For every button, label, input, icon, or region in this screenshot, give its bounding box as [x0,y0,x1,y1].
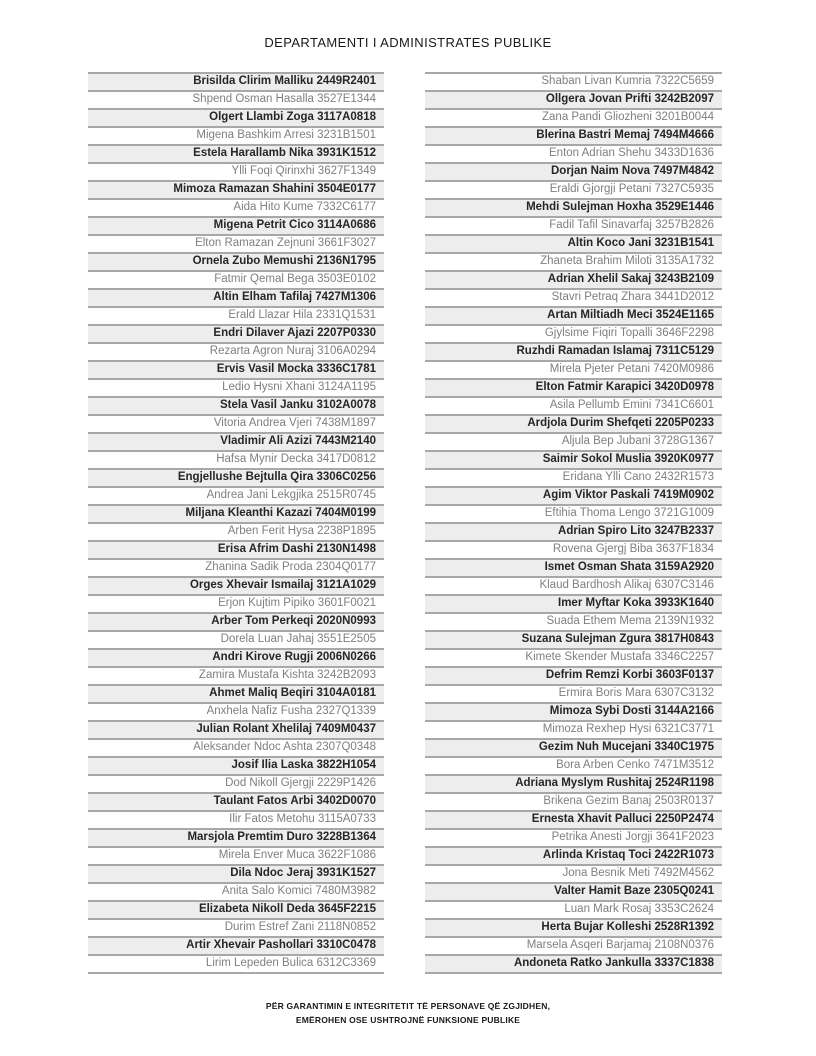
person-row [88,217,384,235]
person-entry: Vitoria Andrea Vjeri 7438M1897 [88,415,384,433]
person-entry: Suada Ethem Mema 2139N1932 [425,613,722,631]
person-entry: Bora Arben Cenko 7471M3512 [425,757,722,775]
person-entry: Rovena Gjergj Biba 3637F1834 [425,541,722,559]
person-row [425,181,722,199]
person-row [425,847,722,865]
person-row [88,955,384,973]
person-row [88,739,384,757]
person-row [88,163,384,181]
person-row [425,757,722,775]
person-entry: Zhaneta Brahim Miloti 3135A1732 [425,253,722,271]
person-entry: Arben Ferit Hysa 2238P1895 [88,523,384,541]
person-row [88,181,384,199]
person-row [425,109,722,127]
name-list-columns [88,72,722,974]
person-entry: Gezim Nuh Mucejani 3340C1975 [425,739,722,757]
person-row [88,73,384,91]
person-row [425,469,722,487]
person-row [88,667,384,685]
person-entry: Erjon Kujtim Pipiko 3601F0021 [88,595,384,613]
person-row [88,577,384,595]
person-row [88,253,384,271]
person-row [88,721,384,739]
person-entry: Dorela Luan Jahaj 3551E2505 [88,631,384,649]
person-row [425,217,722,235]
name-table-left [88,72,384,974]
person-row [88,433,384,451]
person-row [425,289,722,307]
person-entry: Marsela Asqeri Barjamaj 2108N0376 [425,937,722,955]
person-entry: Stela Vasil Janku 3102A0078 [88,397,384,415]
person-row [88,559,384,577]
person-row [425,685,722,703]
person-entry: Engjellushe Bejtulla Qira 3306C0256 [88,469,384,487]
person-entry: Luan Mark Rosaj 3353C2624 [425,901,722,919]
person-entry: Fatmir Qemal Bega 3503E0102 [88,271,384,289]
person-entry: Elizabeta Nikoll Deda 3645F2215 [88,901,384,919]
person-entry: Arlinda Kristaq Toci 2422R1073 [425,847,722,865]
person-row [425,649,722,667]
person-row [88,505,384,523]
person-entry: Mehdi Sulejman Hoxha 3529E1446 [425,199,722,217]
person-row [88,901,384,919]
person-entry: Endri Dilaver Ajazi 2207P0330 [88,325,384,343]
person-row [425,163,722,181]
person-row [88,397,384,415]
person-entry: Olgert Llambi Zoga 3117A0818 [88,109,384,127]
person-entry: Mimoza Sybi Dosti 3144A2166 [425,703,722,721]
person-entry: Ardjola Durim Shefqeti 2205P0233 [425,415,722,433]
person-row [88,937,384,955]
person-entry: Petrika Anesti Jorgji 3641F2023 [425,829,722,847]
person-entry: Marsjola Premtim Duro 3228B1364 [88,829,384,847]
person-row [425,955,722,973]
person-entry: Herta Bujar Kolleshi 2528R1392 [425,919,722,937]
person-entry: Stavri Petraq Zhara 3441D2012 [425,289,722,307]
person-entry: Mimoza Rexhep Hysi 6321C3771 [425,721,722,739]
person-row [425,451,722,469]
person-entry: Shaban Livan Kumria 7322C5659 [425,73,722,91]
person-entry: Ollgera Jovan Prifti 3242B2097 [425,91,722,109]
person-row [425,577,722,595]
person-row [425,487,722,505]
person-entry: Brikena Gezim Banaj 2503R0137 [425,793,722,811]
person-row [425,91,722,109]
person-row [425,829,722,847]
person-entry: Aljula Bep Jubani 3728G1367 [425,433,722,451]
person-entry: Agim Viktor Paskali 7419M0902 [425,487,722,505]
person-entry: Erald Llazar Hila 2331Q1531 [88,307,384,325]
person-row [88,343,384,361]
person-entry: Adriana Myslym Rushitaj 2524R1198 [425,775,722,793]
person-row [88,523,384,541]
person-entry: Ahmet Maliq Beqiri 3104A0181 [88,685,384,703]
person-entry: Zana Pandi Gliozheni 3201B0044 [425,109,722,127]
person-entry: Altin Elham Tafilaj 7427M1306 [88,289,384,307]
person-row [425,901,722,919]
person-entry: Josif Ilia Laska 3822H1054 [88,757,384,775]
person-row [425,505,722,523]
person-row [88,307,384,325]
person-entry: Adrian Spiro Lito 3247B2337 [425,523,722,541]
person-row [88,235,384,253]
person-entry: Mirela Enver Muca 3622F1086 [88,847,384,865]
person-entry: Valter Hamit Baze 2305Q0241 [425,883,722,901]
person-row [425,721,722,739]
person-entry: Anxhela Nafiz Fusha 2327Q1339 [88,703,384,721]
person-entry: Asila Pellumb Emini 7341C6601 [425,397,722,415]
footer-line-1: PËR GARANTIMIN E INTEGRITETIT TË PERSONAVE QË ZGJIDHEN, [265,1001,551,1011]
person-entry: Erisa Afrim Dashi 2130N1498 [88,541,384,559]
person-entry: Ervis Vasil Mocka 3336C1781 [88,361,384,379]
footer-note [0,999,816,1027]
person-row [425,73,722,91]
name-table-right [425,72,722,974]
person-entry: Andoneta Ratko Jankulla 3337C1838 [425,955,722,973]
person-row [425,631,722,649]
person-row [88,199,384,217]
person-row [88,487,384,505]
person-row [425,415,722,433]
person-entry: Migena Petrit Cico 3114A0686 [88,217,384,235]
person-entry: Ruzhdi Ramadan Islamaj 7311C5129 [425,343,722,361]
person-row [425,883,722,901]
person-row [425,433,722,451]
person-entry: Taulant Fatos Arbi 3402D0070 [88,793,384,811]
person-row [88,613,384,631]
person-row [88,865,384,883]
person-entry: Andri Kirove Rugji 2006N0266 [88,649,384,667]
person-row [88,469,384,487]
person-entry: Andrea Jani Lekgjika 2515R0745 [88,487,384,505]
person-row [425,307,722,325]
page-title: DEPARTAMENTI I ADMINISTRATES PUBLIKE [264,35,552,50]
person-row [425,235,722,253]
person-row [425,379,722,397]
person-entry: Aleksander Ndoc Ashta 2307Q0348 [88,739,384,757]
person-row [425,919,722,937]
person-row [425,793,722,811]
person-row [88,109,384,127]
person-entry: Ismet Osman Shata 3159A2920 [425,559,722,577]
person-row [88,541,384,559]
person-entry: Defrim Remzi Korbi 3603F0137 [425,667,722,685]
person-row [88,793,384,811]
person-entry: Zhanina Sadik Proda 2304Q0177 [88,559,384,577]
person-entry: Estela Harallamb Nika 3931K1512 [88,145,384,163]
person-entry: Artir Xhevair Pashollari 3310C0478 [88,937,384,955]
person-entry: Imer Myftar Koka 3933K1640 [425,595,722,613]
person-entry: Anita Salo Komici 7480M3982 [88,883,384,901]
person-row [425,397,722,415]
footer-line-2: EMËROHEN OSE USHTROJNË FUNKSIONE PUBLIKE [295,1015,521,1025]
person-row [88,775,384,793]
person-row [88,703,384,721]
person-row [88,145,384,163]
person-entry: Ledio Hysni Xhani 3124A1195 [88,379,384,397]
person-entry: Adrian Xhelil Sakaj 3243B2109 [425,271,722,289]
person-entry: Arber Tom Perkeqi 2020N0993 [88,613,384,631]
person-row [88,829,384,847]
person-row [88,883,384,901]
person-entry: Suzana Sulejman Zgura 3817H0843 [425,631,722,649]
person-entry: Ernesta Xhavit Palluci 2250P2474 [425,811,722,829]
person-row [88,289,384,307]
person-entry: Gjylsime Fiqiri Topalli 3646F2298 [425,325,722,343]
person-row [425,559,722,577]
person-row [88,361,384,379]
person-entry: Dila Ndoc Jeraj 3931K1527 [88,865,384,883]
person-entry: Julian Rolant Xhelilaj 7409M0437 [88,721,384,739]
person-row [88,757,384,775]
person-entry: Altin Koco Jani 3231B1541 [425,235,722,253]
person-row [88,379,384,397]
person-entry: Jona Besnik Meti 7492M4562 [425,865,722,883]
person-row [425,127,722,145]
person-row [425,811,722,829]
person-row [425,253,722,271]
person-row [88,631,384,649]
person-row [425,595,722,613]
person-entry: Elton Ramazan Zejnuni 3661F3027 [88,235,384,253]
person-row [88,685,384,703]
person-row [425,145,722,163]
person-entry: Aida Hito Kume 7332C6177 [88,199,384,217]
person-entry: Eraldi Gjorgji Petani 7327C5935 [425,181,722,199]
person-entry: Orges Xhevair Ismailaj 3121A1029 [88,577,384,595]
person-entry: Eridana Ylli Cano 2432R1573 [425,469,722,487]
person-row [425,865,722,883]
person-row [88,127,384,145]
person-entry: Eftihia Thoma Lengo 3721G1009 [425,505,722,523]
person-entry: Dorjan Naim Nova 7497M4842 [425,163,722,181]
person-entry: Miljana Kleanthi Kazazi 7404M0199 [88,505,384,523]
person-entry: Shpend Osman Hasalla 3527E1344 [88,91,384,109]
person-entry: Hafsa Mynir Decka 3417D0812 [88,451,384,469]
person-entry: Ilir Fatos Metohu 3115A0733 [88,811,384,829]
person-entry: Ermira Boris Mara 6307C3132 [425,685,722,703]
person-entry: Brisilda Clirim Malliku 2449R2401 [88,73,384,91]
person-row [88,811,384,829]
person-entry: Artan Miltiadh Meci 3524E1165 [425,307,722,325]
person-entry: Blerina Bastri Memaj 7494M4666 [425,127,722,145]
person-entry: Mimoza Ramazan Shahini 3504E0177 [88,181,384,199]
person-row [88,415,384,433]
person-entry: Elton Fatmir Karapici 3420D0978 [425,379,722,397]
person-row [88,847,384,865]
person-entry: Ylli Foqi Qirinxhi 3627F1349 [88,163,384,181]
person-row [425,703,722,721]
person-entry: Enton Adrian Shehu 3433D1636 [425,145,722,163]
person-row [425,343,722,361]
person-row [425,361,722,379]
person-row [425,523,722,541]
person-entry: Klaud Bardhosh Alikaj 6307C3146 [425,577,722,595]
person-row [425,613,722,631]
person-entry: Migena Bashkim Arresi 3231B1501 [88,127,384,145]
person-row [425,325,722,343]
person-row [88,451,384,469]
person-entry: Dod Nikoll Gjergji 2229P1426 [88,775,384,793]
person-entry: Mirela Pjeter Petani 7420M0986 [425,361,722,379]
person-row [88,91,384,109]
person-row [425,739,722,757]
person-entry: Zamira Mustafa Kishta 3242B2093 [88,667,384,685]
person-entry: Saimir Sokol Muslia 3920K0977 [425,451,722,469]
person-entry: Vladimir Ali Azizi 7443M2140 [88,433,384,451]
person-row [425,775,722,793]
person-entry: Rezarta Agron Nuraj 3106A0294 [88,343,384,361]
person-entry: Ornela Zubo Memushi 2136N1795 [88,253,384,271]
person-row [425,199,722,217]
person-row [88,271,384,289]
person-row [88,649,384,667]
person-row [425,541,722,559]
person-row [425,937,722,955]
person-row [425,667,722,685]
person-entry: Durim Estref Zani 2118N0852 [88,919,384,937]
person-entry: Kimete Skender Mustafa 3346C2257 [425,649,722,667]
person-row [88,595,384,613]
person-entry: Lirim Lepeden Bulica 6312C3369 [88,955,384,973]
person-row [88,919,384,937]
person-entry: Fadil Tafil Sinavarfaj 3257B2826 [425,217,722,235]
person-row [88,325,384,343]
person-row [425,271,722,289]
